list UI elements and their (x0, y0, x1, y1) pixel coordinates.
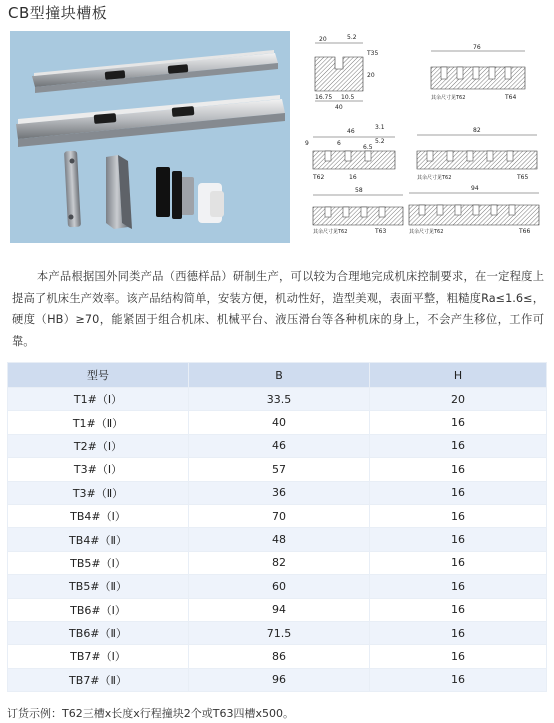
cell-model: TB5#（Ⅱ） (8, 575, 189, 598)
product-description: 本产品根据国外同类产品（西德样品）研制生产，可以较为合理地完成机床控制要求，在一定程度上提高了机床生产效率。该产品结构简单，安装方便，机动性好，造型美观，表面平整，粗糙度Ra≤1.6≤，硬度（HB）≥70，能紧固于组合机床、机械平台、液压滑台等各种机床的身上，不会产生移位，工作可靠。 (12, 270, 544, 348)
cell-h: 16 (370, 575, 547, 598)
product-photo (10, 31, 290, 243)
page-title: CB型撞块槽板 (8, 4, 108, 22)
table-row (8, 551, 547, 574)
cell-model: TB6#（Ⅱ） (8, 621, 189, 644)
cell-model: TB6#（Ⅰ） (8, 598, 189, 621)
cell-b: 94 (189, 598, 370, 621)
table-row (8, 434, 547, 457)
dim-label: 5.2 (375, 138, 385, 145)
cell-h: 16 (370, 645, 547, 668)
cell-h: 16 (370, 528, 547, 551)
dim-label: 10.5 (341, 94, 355, 101)
cell-h: 20 (370, 388, 547, 411)
cell-b: 70 (189, 504, 370, 527)
cell-b: 36 (189, 481, 370, 504)
cell-h: 16 (370, 411, 547, 434)
dim-label: 9 (305, 140, 309, 147)
dim-label: 6 (337, 140, 341, 147)
cell-model: TB4#（Ⅱ） (8, 528, 189, 551)
cell-h: 16 (370, 481, 547, 504)
cell-model: TB7#（Ⅰ） (8, 645, 189, 668)
header-h: H (370, 363, 547, 388)
dim-label: 20 (319, 36, 327, 43)
drawing-note: 其余尺寸见T62 (313, 229, 348, 235)
cell-b: 33.5 (189, 388, 370, 411)
dim-label: 6.5 (363, 144, 373, 151)
cell-h: 16 (370, 434, 547, 457)
cell-b: 48 (189, 528, 370, 551)
drawing-note: 其余尺寸见T62 (431, 95, 466, 101)
cell-model: T3#（Ⅱ） (8, 481, 189, 504)
drawing-label: T65 (517, 174, 529, 181)
dim-label: 20 (367, 72, 375, 79)
table-row (8, 504, 547, 527)
spec-table (7, 362, 547, 692)
dim-label: 58 (355, 187, 363, 194)
table-row (8, 528, 547, 551)
cell-h: 16 (370, 668, 547, 691)
table-row (8, 458, 547, 481)
cell-model: T2#（Ⅰ） (8, 434, 189, 457)
cell-model: TB4#（Ⅰ） (8, 504, 189, 527)
dim-label: 3.1 (375, 124, 385, 131)
cell-b: 71.5 (189, 621, 370, 644)
cell-model: T3#（Ⅰ） (8, 458, 189, 481)
product-photo-illustration (10, 31, 290, 243)
table-row (8, 668, 547, 691)
dim-label: 94 (471, 185, 479, 192)
cell-h: 16 (370, 598, 547, 621)
table-row (8, 388, 547, 411)
cell-model: TB7#（Ⅱ） (8, 668, 189, 691)
dim-label: 46 (347, 128, 355, 135)
cell-model: TB5#（Ⅰ） (8, 551, 189, 574)
cell-h: 16 (370, 621, 547, 644)
cell-b: 96 (189, 668, 370, 691)
dim-label: 16 (349, 174, 357, 181)
drawing-note: 其余尺寸见T62 (417, 175, 452, 181)
table-row (8, 645, 547, 668)
cell-model: T1#（Ⅱ） (8, 411, 189, 434)
dim-label: T35 (367, 50, 379, 57)
cell-b: 57 (189, 458, 370, 481)
table-row (8, 621, 547, 644)
table-row (8, 481, 547, 504)
dim-label: 5.2 (347, 34, 357, 41)
drawing-note: 其余尺寸见T62 (409, 229, 444, 235)
header-model: 型号 (8, 363, 189, 388)
cell-b: 46 (189, 434, 370, 457)
table-header-row (8, 363, 547, 388)
cell-h: 16 (370, 551, 547, 574)
technical-drawings (305, 29, 545, 244)
cell-h: 16 (370, 504, 547, 527)
dim-label: 40 (335, 104, 343, 111)
drawing-label: T64 (505, 94, 517, 101)
profile-drawings (305, 29, 545, 244)
order-example: 订货示例：T62三槽x长度x行程撞块2个或T63四槽x500。 (7, 707, 294, 720)
cell-b: 60 (189, 575, 370, 598)
cell-model: T1#（Ⅰ） (8, 388, 189, 411)
dim-label: 82 (473, 127, 481, 134)
table-row (8, 411, 547, 434)
cell-b: 86 (189, 645, 370, 668)
cell-b: 82 (189, 551, 370, 574)
table-row (8, 575, 547, 598)
cell-b: 40 (189, 411, 370, 434)
drawing-label: T62 (313, 174, 325, 181)
dim-label: 16.75 (315, 94, 333, 101)
cell-h: 16 (370, 458, 547, 481)
table-row (8, 598, 547, 621)
dim-label: 76 (473, 44, 481, 51)
header-b: B (189, 363, 370, 388)
drawing-label: T66 (519, 228, 531, 235)
drawing-label: T63 (375, 228, 387, 235)
